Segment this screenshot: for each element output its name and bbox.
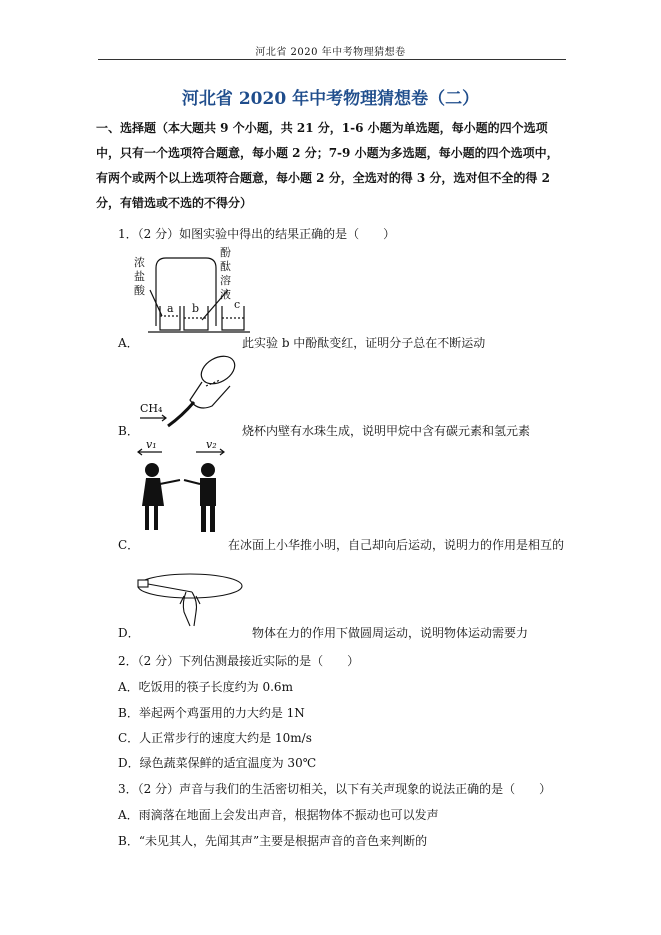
fig-1a-left-label-2: 盐	[134, 270, 145, 283]
q2-option-b: B．举起两个鸡蛋用的力大约是 1N	[118, 706, 305, 720]
q2-option-a: A．吃饭用的筷子长度约为 0.6m	[118, 680, 293, 694]
fig-1c-v2-label: v₂	[206, 438, 217, 451]
fig-1a-beaker-b: b	[192, 302, 200, 315]
figure-1a-ammonia-diffusion	[128, 246, 258, 338]
fig-1a-beaker-c: c	[234, 298, 241, 311]
question-3-stem: 3．（2 分）声音与我们的生活密切相关，以下有关声现象的说法正确的是（ ）	[118, 782, 552, 796]
question-1-stem: 1．（2 分）如图实验中得出的结果正确的是（ ）	[118, 227, 396, 241]
fig-1a-right-label-4: 液	[220, 288, 231, 301]
fig-1a-right-label-1: 酚	[220, 246, 231, 259]
fig-1a-left-label-3: 酸	[134, 284, 145, 297]
q1-option-b-text: 烧杯内壁有水珠生成，说明甲烷中含有碳元素和氢元素	[242, 424, 531, 438]
header-divider	[98, 59, 566, 60]
q1-option-b-letter: B．	[118, 424, 139, 438]
fig-1a-beaker-a: a	[167, 302, 174, 315]
q1-option-a-text: 此实验 b 中酚酞变红，证明分子总在不断运动	[242, 336, 486, 350]
q3-option-a: A．雨滴落在地面上会发出声音，根据物体不振动也可以发声	[118, 808, 439, 822]
fig-1c-v1-label: v₁	[146, 438, 157, 451]
question-2-stem: 2．（2 分）下列估测最接近实际的是（ ）	[118, 654, 360, 668]
q1-option-d-letter: D．	[118, 626, 140, 640]
q3-option-b: B．“未见其人，先闻其声”主要是根据声音的音色来判断的	[118, 834, 428, 848]
q1-option-c-letter: C．	[118, 538, 140, 552]
q1-option-d-text: 物体在力的作用下做圆周运动，说明物体运动需要力	[252, 626, 529, 640]
fig-1b-ch4-label: CH₄	[140, 402, 163, 415]
fig-1a-left-label-1: 浓	[134, 256, 145, 269]
q1-option-c-text: 在冰面上小华推小明，自己却向后运动，说明力的作用是相互的	[228, 538, 565, 552]
figure-1d-circular-motion	[134, 568, 244, 628]
fig-1a-right-label-3: 溶	[220, 274, 231, 287]
q2-option-c: C．人正常步行的速度大约是 10m/s	[118, 731, 312, 745]
page-title: 河北省 2020 年中考物理猜想卷（二）	[181, 89, 480, 109]
figure-1c-skaters	[136, 440, 228, 540]
q1-option-a-letter: A．	[118, 336, 139, 350]
fig-1a-right-label-2: 酞	[220, 260, 231, 273]
figure-1b-methane-beaker	[138, 350, 248, 430]
q2-option-d: D．绿色蔬菜保鲜的适宜温度为 30℃	[118, 756, 317, 770]
running-header: 河北省 2020 年中考物理猜想卷	[255, 47, 406, 58]
section-1-heading: 一、选择题（本大题共 9 个小题，共 21 分，1-6 小题为单选题，每小题的四个选项中，只有一个选项符合题意，每小题 2 分；7-9 小题为多选题，每小题的四个选项中，有两个或两个以上选项符合题意，每小题 2 分，全选对的得 3 分，选对但不全的得 2 分，有错选或不选的不得分）	[96, 121, 559, 210]
